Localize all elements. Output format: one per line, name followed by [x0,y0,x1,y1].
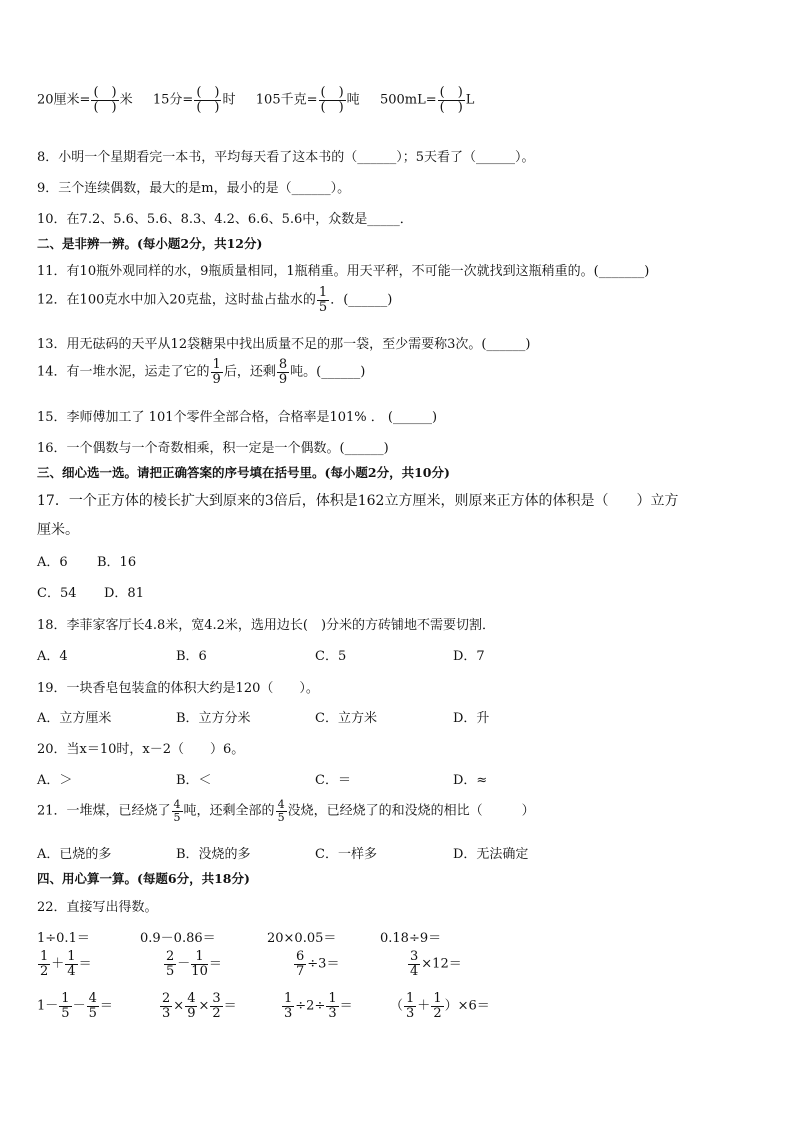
q17-option-c: C．54 [37,586,77,601]
q22-r2-item-4: $\frac{3}{4}$ ×12＝ [410,949,462,979]
q7d-fraction: $\frac{( )}{( )}$ [439,85,463,115]
q7b-label: 15分= [152,92,194,108]
q7c-fraction: $\frac{( )}{( )}$ [320,85,344,115]
q22-r1-item-1: 1÷0.1＝ [37,931,90,946]
q20-option-d: D．≈ [453,773,488,788]
q22-r3-item-2: $\frac{2}{3}$ × $\frac{4}{9}$ × $\frac{3}{2}$ ＝ [162,991,237,1021]
q18-option-a: A．4 [37,649,68,664]
q18-option-d: D．7 [453,649,485,664]
q14-fraction-1: $\frac{1}{9}$ [212,357,221,387]
q7b-fraction: $\frac{( )}{( )}$ [196,85,220,115]
question-21: 21．一堆煤，已经烧了 $\frac{4}{5}$ 吨，还剩全部的 $\frac{4}{5}$ 没烧，已经烧了的和没烧的相比（ ） [37,798,535,824]
q18-option-c: C．5 [315,649,347,664]
q20-option-c: C．＝ [315,773,351,788]
q7a-fraction: $\frac{( )}{( )}$ [93,85,117,115]
question-20: 20．当x＝10时，x－2（ ）6。 [37,742,245,757]
q7a-label: 20厘米= [37,92,91,108]
question-11: 11．有10瓶外观同样的水，9瓶质量相同，1瓶稍重。用天平秤，不可能一次就找到这瓶稍重的。(_______) [37,264,650,279]
question-10: 10．在7.2、5.6、5.6、8.3、4.2、6.6、5.6中，众数是_____． [37,212,413,227]
q7d-label: 500mL= [379,92,437,108]
q19-option-a: A．立方厘米 [37,711,112,726]
q19-option-c: C．立方米 [315,711,377,726]
q22-r3-item-1: 1－ $\frac{1}{5}$ － $\frac{4}{5}$ ＝ [37,991,113,1021]
q22-r2-item-1: $\frac{1}{2}$ ＋ $\frac{1}{4}$ ＝ [40,949,92,979]
q20-option-b: B．＜ [176,773,212,788]
q21-option-b: B．没烧的多 [176,847,251,862]
q17-option-a: A．6 [37,555,68,570]
question-9: 9．三个连续偶数，最大的是m，最小的是（______）。 [37,181,351,196]
q22-r1-item-4: 0.18÷9＝ [380,931,442,946]
q18-option-b: B．6 [176,649,207,664]
question-8: 8．小明一个星期看完一本书，平均每天看了这本书的（______）；5天看了（______）。 [37,150,535,165]
section-4-heading: 四、用心算一算。(每题6分，共18分) [37,871,250,886]
q22-r3-item-4: （ $\frac{1}{3}$ ＋ $\frac{1}{2}$ ）×6＝ [390,991,490,1021]
question-18: 18．李菲家客厅长4.8米，宽4.2米，选用边长( )分米的方砖铺地不需要切割． [37,618,496,633]
q22-r2-item-2: $\frac{2}{5}$ － $\frac{1}{10}$ ＝ [166,949,222,979]
question-22-title: 22．直接写出得数。 [37,900,158,915]
question-12: 12．在100克水中加入20克盐，这时盐占盐水的 $\frac{1}{5}$ ．(______) [37,285,393,315]
q7c-label: 105千克= [255,92,318,108]
question-16: 16．一个偶数与一个奇数相乘，积一定是一个偶数。(______) [37,441,389,456]
q21-option-c: C．一样多 [315,847,377,862]
q21-option-d: D．无法确定 [453,847,529,862]
q17-option-b: B．16 [97,555,137,570]
q19-option-b: B．立方分米 [176,711,251,726]
q21-fraction-1: $\frac{4}{5}$ [173,798,181,824]
q12-fraction: $\frac{1}{5}$ [318,285,328,315]
section-2-heading: 二、是非辨一辨。(每小题2分，共12分) [37,236,263,251]
q21-option-a: A．已烧的多 [37,847,112,862]
q19-option-d: D．升 [453,711,490,726]
q7-line: 20厘米= $\frac{( )}{( )}$ 米 15分= $\frac{( )}{( )}$ 时 105千克= $\frac{( )}{( )}$ 吨 500mL= $\frac{( )}{( )}$ L [37,85,475,115]
question-17-line-2: 厘米。 [37,522,79,538]
question-19: 19．一块香皂包装盒的体积大约是120（ ）。 [37,681,319,696]
question-15: 15．李师傅加工了 101个零件全部合格，合格率是101% ． (______) [37,410,438,425]
section-3-heading: 三、细心选一选。请把正确答案的序号填在括号里。(每小题2分，共10分) [37,465,450,480]
q14-fraction-2: $\frac{8}{9}$ [278,357,288,387]
q20-option-a: A．＞ [37,773,73,788]
q22-r2-item-3: $\frac{6}{7}$ ÷3＝ [296,949,340,979]
q22-r3-item-3: $\frac{1}{3}$ ÷2÷ $\frac{1}{3}$ ＝ [284,991,353,1021]
q22-r1-item-2: 0.9－0.86＝ [140,931,216,946]
q17-option-d: D．81 [104,586,144,601]
question-14: 14．有一堆水泥，运走了它的 $\frac{1}{9}$ 后，还剩 $\frac{8}{9}$ 吨。(______) [37,357,366,387]
q22-r1-item-3: 20×0.05＝ [267,931,337,946]
question-13: 13．用无砝码的天平从12袋糖果中找出质量不足的那一袋，至少需要称3次。(______) [37,337,531,352]
q21-fraction-2: $\frac{4}{5}$ [277,798,285,824]
question-17-line-1: 17．一个正方体的棱长扩大到原来的3倍后，体积是162立方厘米，则原来正方体的体积是（ ）立方 [37,493,679,509]
